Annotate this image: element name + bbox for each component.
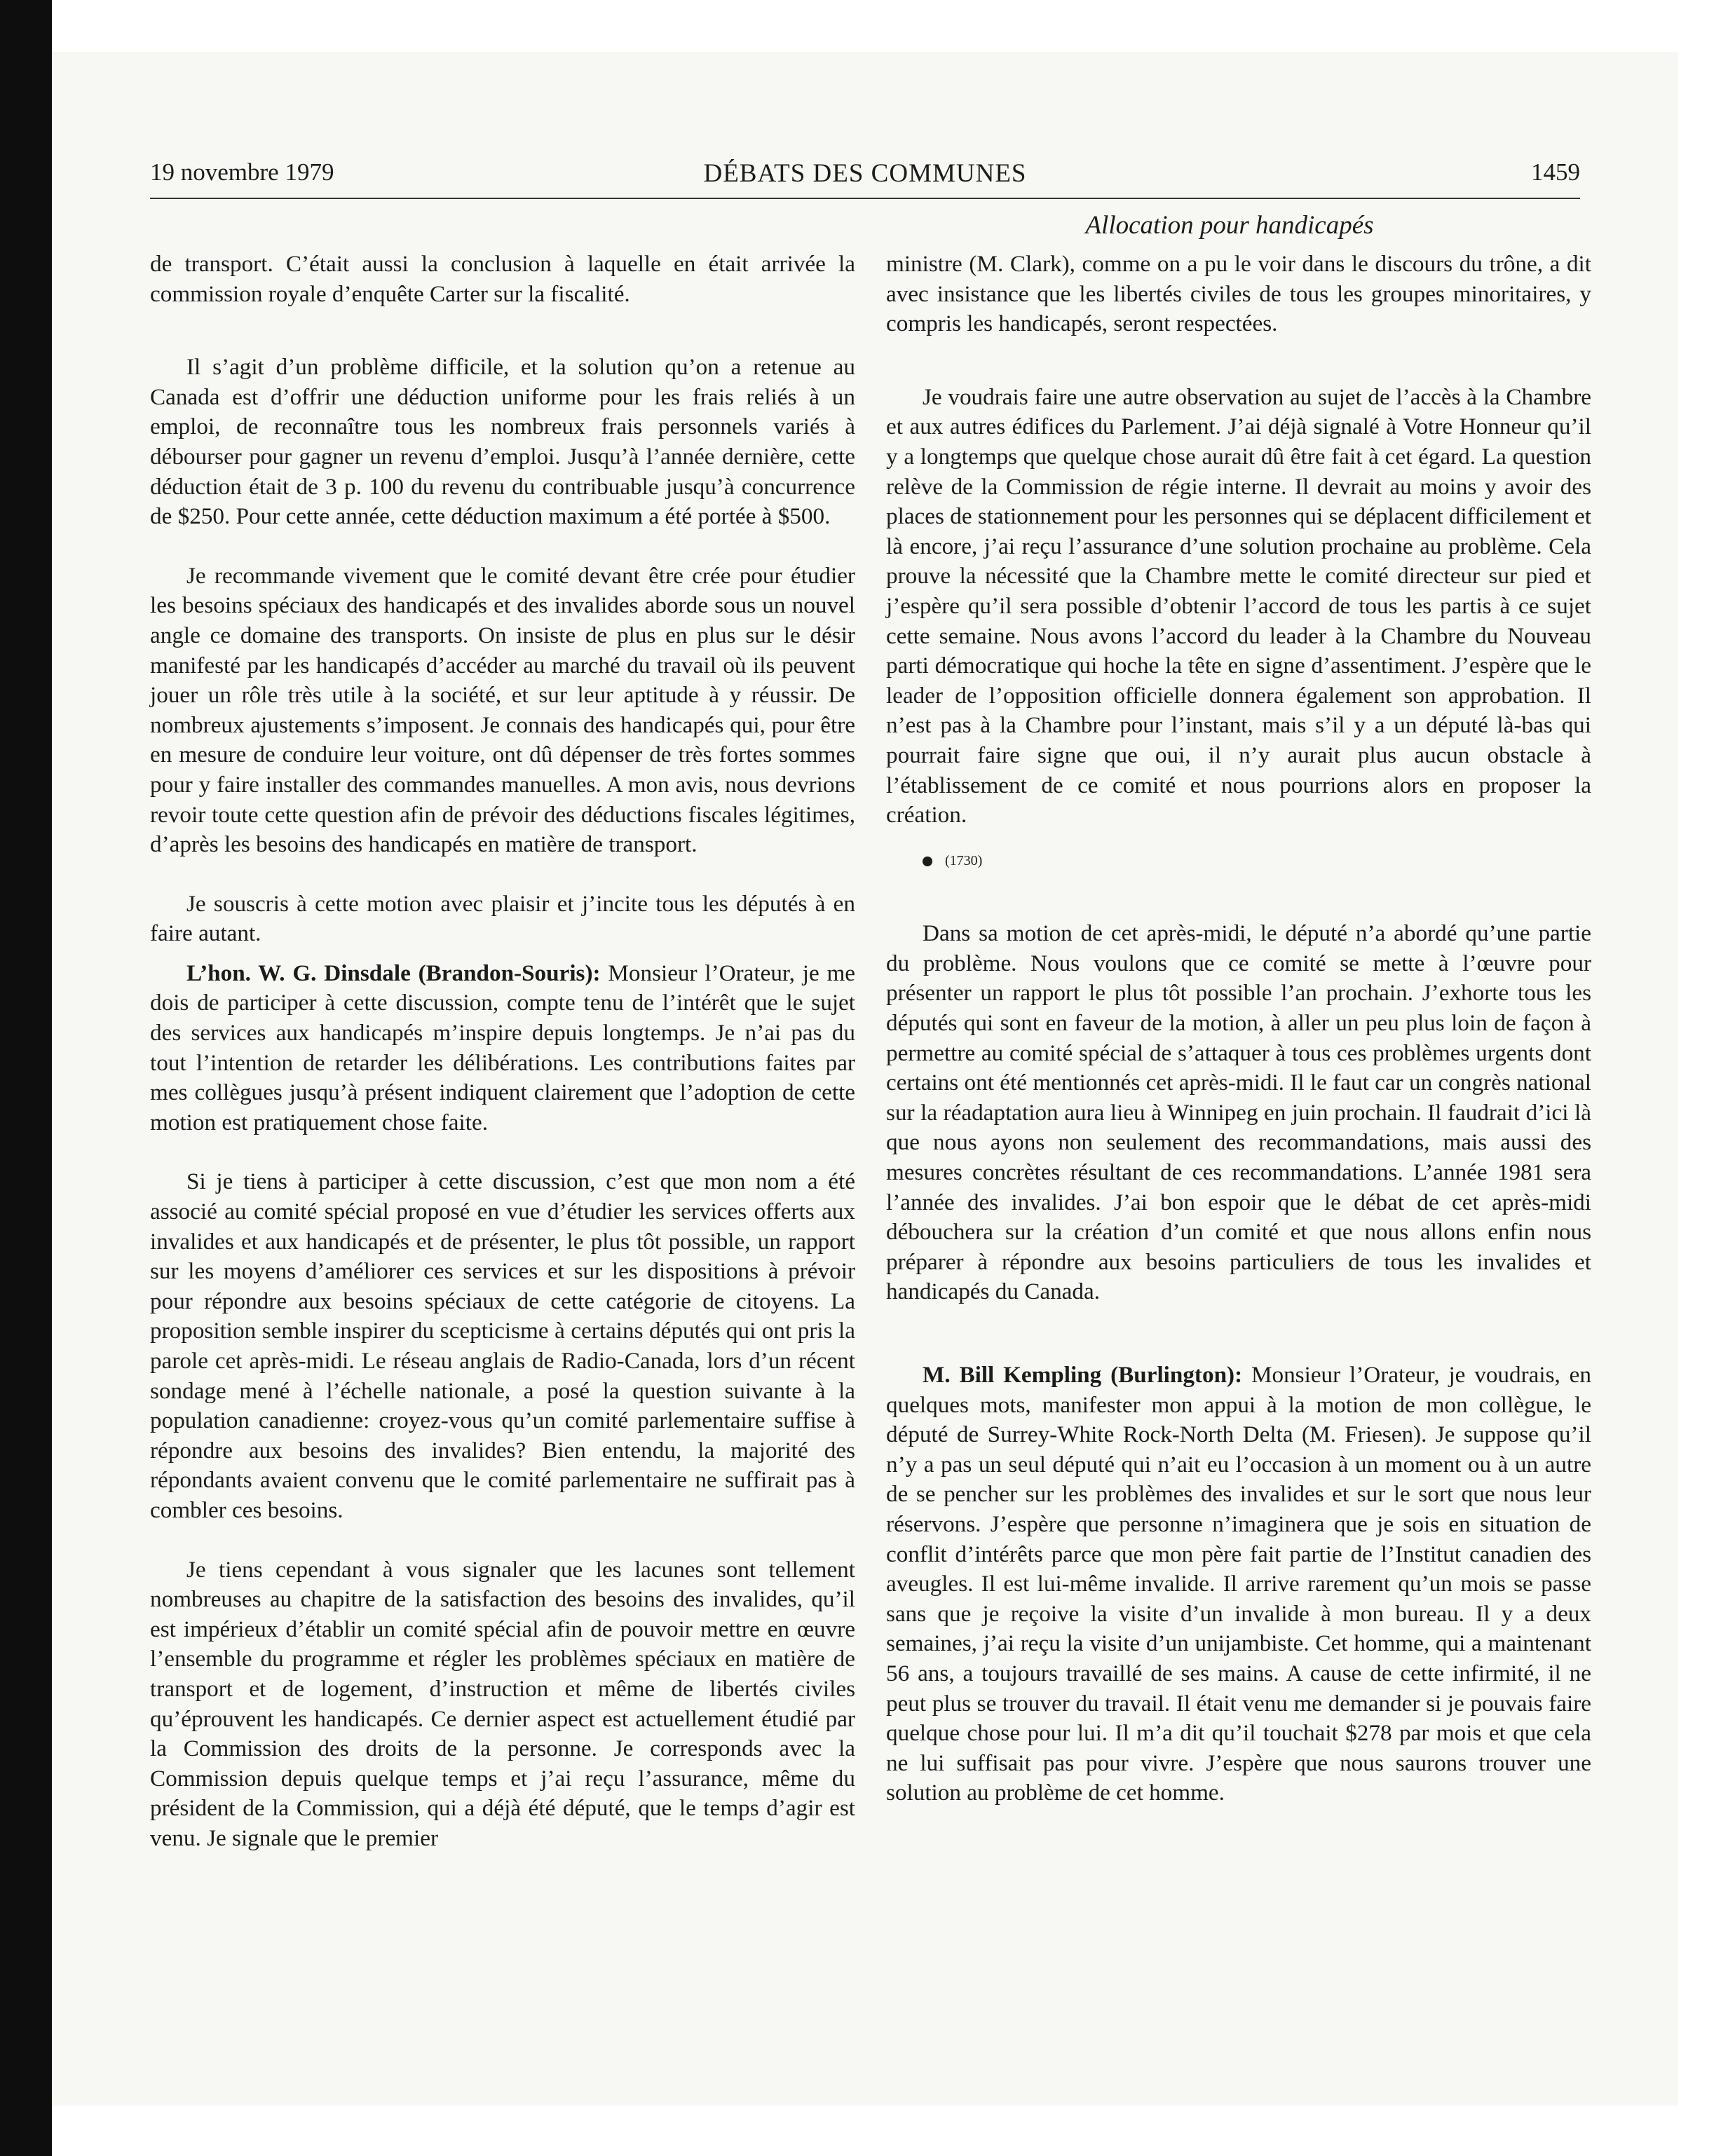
time-marker <box>886 846 1591 876</box>
speaker-name: M. Bill Kempling (Burlington): <box>923 1362 1243 1388</box>
paragraph: Dans sa motion de cet après-midi, le député n’a abordé qu’une partie du problème. Nous voulons que ce comité se mette à l’œuvre pour présenter un rapport le plus tôt possible l’an prochain. J’exhorte tous les députés qui sont en faveur de la motion, à aller un peu plus loin de façon à permettre au comité spécial de s’attaquer à tous ces problèmes urgents dont certains ont été mentionnés cet après-midi. Il le faut car un congrès national sur la réadaptation aura lieu à Winnipeg en juin prochain. Il faudrait d’ici là que nous ayons non seulement des recommandations, mais aussi des mesures concrètes résultant de ces recommandations. L’année 1981 sera l’année des invalides. J’ai bon espoir que le débat de cet après-midi débouchera sur la création d’un comité et que nous allons enfin nous préparer à répondre aux besoins particuliers de tous les invalides et handicapés du Canada. <box>886 920 1591 1305</box>
scan-margin-top <box>52 0 1735 52</box>
running-header <box>150 158 1580 199</box>
speech-paragraph <box>150 959 855 1138</box>
page-number: 1459 <box>1531 158 1580 186</box>
time-marker-text: (1730) <box>945 852 983 868</box>
speech-text: Monsieur l’Orateur, je me dois de participer à cette discussion, compte tenu de l’intérêt que le sujet des services aux handicapés m’inspire depuis longtemps. Je n’ai pas du tout l’intention de retarder les délibérations. Les contributions faites par mes collègues jusqu’à présent indiquent clairement que l’adoption de cette motion est pratiquement chose faite. <box>150 960 856 1135</box>
speech-paragraph <box>886 1360 1591 1808</box>
paragraph: Il s’agit d’un problème difficile, et la solution qu’on a retenue au Canada est d’offrir une déduction uniforme pour les frais reliés à un emploi, de reconnaître tous les nombreux frais personnels variés à débourser pour gagner un revenu d’emploi. Jusqu’à l’année dernière, cette déduction était de 3 p. 100 du revenu du contribuable jusqu’à concurrence de $250. Pour cette année, cette déduction maximum a été portée à $500. <box>150 354 855 530</box>
subject-heading: Allocation pour handicapés <box>1085 211 1374 240</box>
speaker-name: L’hon. W. G. Dinsdale (Brandon-Souris): <box>186 960 601 986</box>
scan-edge-left <box>0 0 52 2156</box>
header-publication-title: DÉBATS DES COMMUNES <box>703 159 1027 188</box>
scan-margin-bottom <box>52 2106 1735 2156</box>
header-date: 19 novembre 1979 <box>150 158 334 186</box>
left-column <box>150 250 855 1854</box>
bullet-dot-icon <box>923 857 932 866</box>
paragraph: Je voudrais faire une autre observation au sujet de l’accès à la Chambre et aux autres édifices du Parlement. J’ai déjà signalé à Votre Honneur qu’il y a longtemps que quelque chose aurait dû être fait à cet égard. La question relève de la Commission de régie interne. Il devrait au moins y avoir des places de stationnement pour les personnes qui se déplacent difficilement et là encore, j’ai reçu l’assurance d’une solution prochaine au problème. Cela prouve la nécessité que la Chambre mette le comité directeur sur pied et j’espère qu’il sera possible d’obtenir l’accord de tous les partis à ce sujet cette semaine. Nous avons l’accord du leader à la Chambre du Nouveau parti démocratique qui hoche la tête en signe d’assentiment. J’espère que le leader de l’opposition officielle donnera également son approbation. Il n’est pas à la Chambre pour l’instant, mais s’il y a un député là-bas qui pourrait faire signe que oui, il n’y aurait plus aucun obstacle à l’établissement de ce comité et nous pourrions alors en proposer la création. <box>886 383 1591 828</box>
paragraph: Je tiens cependant à vous signaler que les lacunes sont tellement nombreuses au chapitre de la satisfaction des besoins des invalides, qu’il est impérieux d’établir un comité spécial afin de pouvoir mettre en œuvre l’ensemble du programme et régler les problèmes spéciaux en matière de transport et de logement, d’instruction et même de libertés civiles qu’éprouvent les handicapés. Ce dernier aspect est actuellement étudié par la Commission des droits de la personne. Je corresponds avec la Commission depuis quelque temps et j’ai reçu l’assurance, même du président de la Commission, qui a déjà été député, que le temps d’agir est venu. Je signale que le premier <box>150 1556 855 1851</box>
paragraph: Je recommande vivement que le comité devant être crée pour étudier les besoins spéciaux des handicapés et des invalides aborde sous un nouvel angle ce domaine des transports. On insiste de plus en plus sur le désir manifesté par les handicapés d’accéder au marché du travail où ils peuvent jouer un rôle très utile à la société, et sur leur aptitude à y réussir. De nombreux ajustements s’imposent. Je connais des handicapés qui, pour être en mesure de conduire leur voiture, ont dû dépenser de très fortes sommes pour y faire installer des commandes manuelles. A mon avis, nous devrions revoir toute cette question afin de prévoir des déductions fiscales légitimes, d’après les besoins des handicapés en matière de transport. <box>150 562 855 858</box>
right-column <box>886 250 1591 1808</box>
paragraph: ministre (M. Clark), comme on a pu le voir dans le discours du trône, a dit avec insistance que les libertés civiles de tous les groupes minoritaires, y compris les handicapés, seront respectées. <box>886 251 1591 337</box>
paragraph: de transport. C’était aussi la conclusion à laquelle en était arrivée la commission royale d’enquête Carter sur la fiscalité. <box>150 251 855 307</box>
paragraph: Si je tiens à participer à cette discussion, c’est que mon nom a été associé au comité spécial proposé en vue d’étudier les services offerts aux invalides et aux handicapés et de présenter, le plus tôt possible, un rapport sur les moyens d’améliorer ces services et sur les dispositions à prévoir pour répondre aux besoins spéciaux de cette catégorie de citoyens. La proposition semble inspirer du scepticisme à certains députés qui ont pris la parole cet après-midi. Le réseau anglais de Radio-Canada, lors d’un récent sondage mené à l’échelle nationale, a posé la question suivante à la population canadienne: croyez-vous qu’un comité parlementaire suffise à répondre aux besoins des invalides? Bien entendu, la majorité des répondants avaient convenu que le comité parlementaire ne suffirait pas à combler ces besoins. <box>150 1168 855 1523</box>
paragraph: Je souscris à cette motion avec plaisir et j’incite tous les députés à en faire autant. <box>150 890 855 947</box>
speech-text: Monsieur l’Orateur, je voudrais, en quelques mots, manifester mon appui à la motion de mon collègue, le député de Surrey-White Rock-North Delta (M. Friesen). Je suppose qu’il n’y a pas un seul député qui n’ait eu l’occasion à un moment ou à un autre de se pencher sur les problèmes des invalides et sur le sort que nous leur réservons. J’espère que personne n’imaginera que je sois en situation de conflit d’intérêts parce que mon père fait partie de l’Institut canadien des aveugles. Il est lui-même invalide. Il arrive rarement qu’un mois se passe sans que je reçoive la visite d’un invalide à mon bureau. Il y a deux semaines, j’ai reçu la visite d’un unijambiste. Cet homme, qui a maintenant 56 ans, a toujours travaillé de ses mains. A cause de cette infirmité, il ne peut plus se trouver du travail. Il était venu me demander si je pouvais faire quelque chose pour lui. Il m’a dit qu’il touchait $278 par mois et que cela ne lui suffisait pas pour vivre. J’espère que nous saurons trouver une solution au problème de cet homme. <box>886 1362 1591 1806</box>
